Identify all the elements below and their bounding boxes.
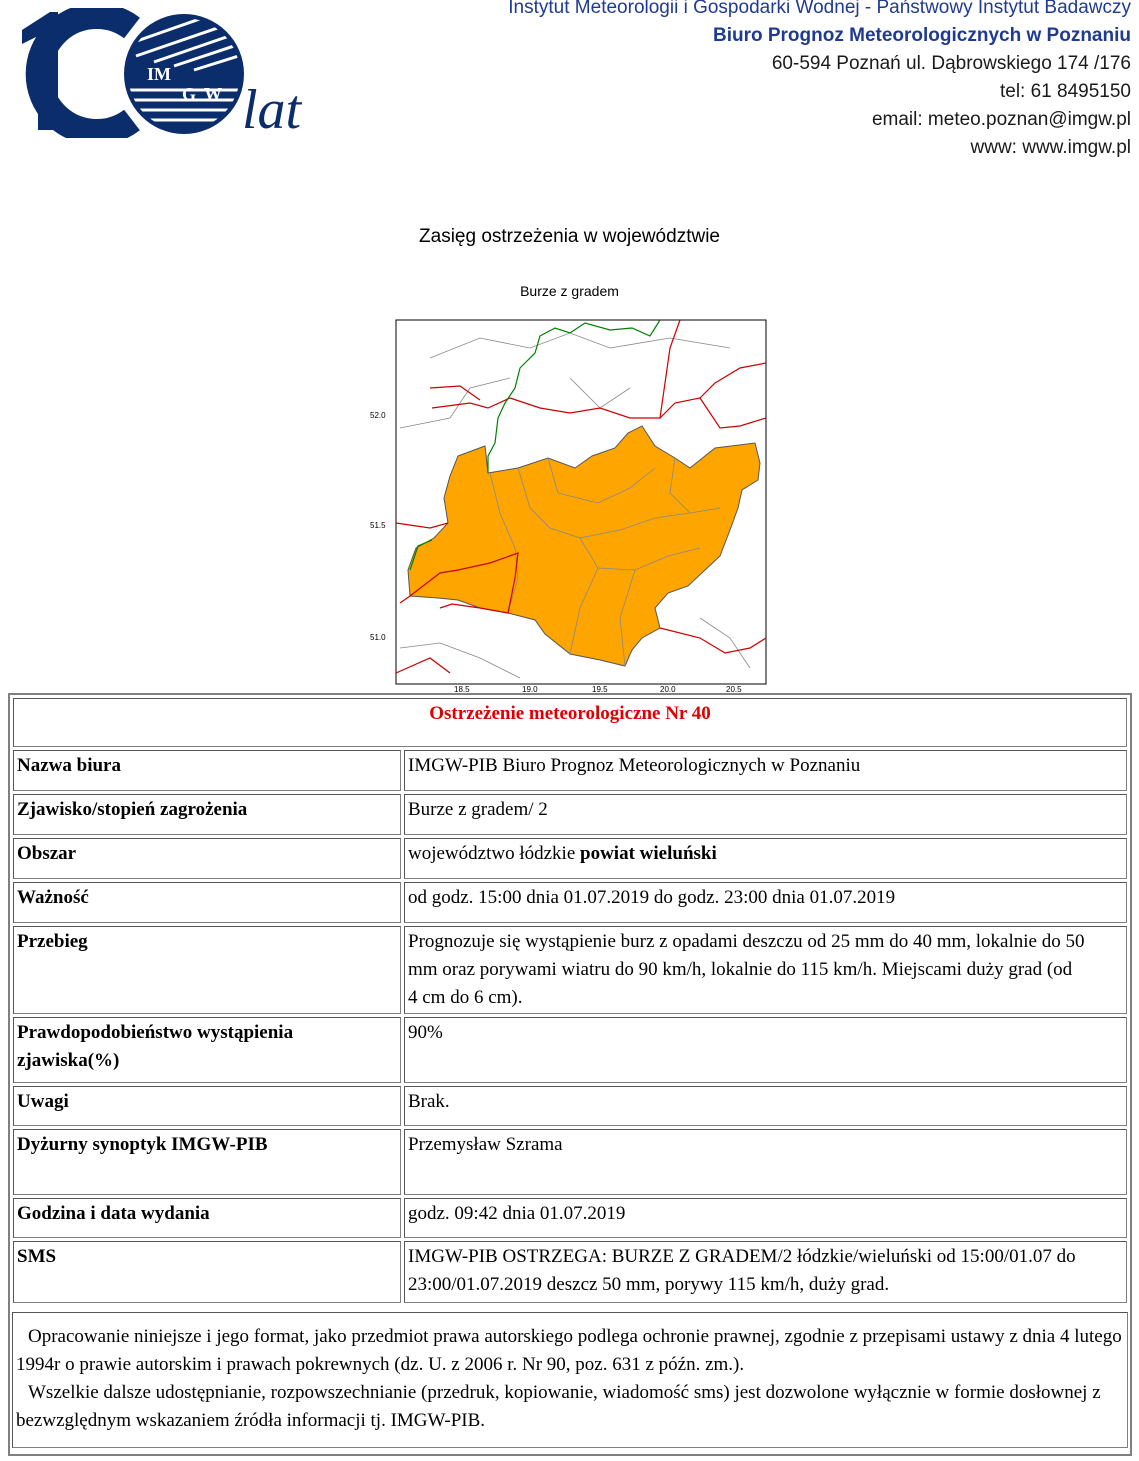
row-label: Zjawisko/stopień zagrożenia <box>13 794 401 835</box>
row-value: Burze z gradem/ 2 <box>404 794 1127 835</box>
copyright-paragraph: Wszelkie dalsze udostępnianie, rozpowszechnianie (przedruk, kopiowanie, wiadomość sms) jest dozwolone wyłącznie w formie dosłownej z bezwzględnym wskazaniem źródła informacji tj. IMGW-PIB. <box>16 1382 1101 1431</box>
table-row <box>13 794 1127 835</box>
warning-title: Ostrzeżenie meteorologiczne Nr 40 <box>13 698 1127 747</box>
page-heading: Zasięg ostrzeżenia w województwie <box>419 226 720 247</box>
row-value <box>404 838 1127 879</box>
svg-text:W: W <box>204 84 222 104</box>
table-row <box>13 1129 1127 1195</box>
row-label: Ważność <box>13 882 401 923</box>
row-label: Nazwa biura <box>13 750 401 791</box>
table-row <box>13 1086 1127 1126</box>
institute-name: Instytut Meteorologii i Gospodarki Wodnej - Państwowy Instytut Badawczy <box>508 0 1131 18</box>
warning-panel <box>8 693 1132 1456</box>
row-value: Prognozuje się wystąpienie burz z opadami deszczu od 25 mm do 40 mm, lokalnie do 50 mm oraz porywami wiatru do 90 km/h, lokalnie do 115 km/h. Miejscami duży grad (od 4 cm do 6 cm). <box>404 926 1127 1014</box>
x-tick-label: 18.5 <box>454 685 470 694</box>
email[interactable]: email: meteo.poznan@imgw.pl <box>871 109 1131 130</box>
row-label: Dyżurny synoptyk IMGW-PIB <box>13 1129 401 1195</box>
phone: tel: 61 8495150 <box>999 81 1131 102</box>
table-row <box>13 750 1127 791</box>
row-label: Uwagi <box>13 1086 401 1126</box>
table-row <box>13 698 1127 747</box>
row-label: SMS <box>13 1241 401 1303</box>
table-row <box>13 1198 1127 1238</box>
row-value: IMGW-PIB Biuro Prognoz Meteorologicznych w Poznaniu <box>404 750 1127 791</box>
copyright-notice <box>12 1312 1128 1448</box>
area-voivodeship: województwo łódzkie <box>408 843 581 864</box>
x-tick-label: 19.0 <box>522 685 538 694</box>
imgw-100-lat-logo <box>14 8 324 138</box>
row-label: Obszar <box>13 838 401 879</box>
row-value: IMGW-PIB OSTRZEGA: BURZE Z GRADEM/2 łódzkie/wieluński od 15:00/01.07 do 23:00/01.07.2019 deszcz 50 mm, porywy 115 km/h, duży grad. <box>404 1241 1127 1303</box>
x-tick-label: 19.5 <box>592 685 608 694</box>
svg-text:IM: IM <box>147 64 171 84</box>
svg-text:G: G <box>182 84 197 104</box>
row-label: Godzina i data wydania <box>13 1198 401 1238</box>
institute-header <box>508 0 1131 162</box>
area-county: powiat wieluński <box>580 843 717 864</box>
address: 60-594 Poznań ul. Dąbrowskiego 174 /176 <box>771 53 1131 74</box>
row-label: Przebieg <box>13 926 401 1014</box>
row-value: Przemysław Szrama <box>404 1129 1127 1195</box>
website[interactable]: www: www.imgw.pl <box>970 137 1131 158</box>
table-row <box>13 926 1127 1014</box>
svg-text:lat: lat <box>242 79 302 138</box>
table-row <box>13 1241 1127 1303</box>
row-value: 90% <box>404 1017 1127 1083</box>
x-tick-label: 20.5 <box>726 685 742 694</box>
map-title: Burze z gradem <box>520 283 619 299</box>
y-tick-label: 52.0 <box>370 411 386 420</box>
copyright-paragraph: Opracowanie niniejsze i jego format, jako przedmiot prawa autorskiego podlega ochronie prawnej, zgodnie z przepisami ustawy z dnia 4 lutego 1994r o prawie autorskim i prawach pokrewnych (dz. U. z 2006 r. Nr 90, poz. 631 z późn. zm.). <box>16 1326 1122 1375</box>
table-row <box>13 882 1127 923</box>
y-tick-label: 51.0 <box>370 633 386 642</box>
y-tick-label: 51.5 <box>370 521 386 530</box>
table-row <box>13 838 1127 879</box>
warning-table <box>10 695 1130 1306</box>
bureau-name: Biuro Prognoz Meteorologicznych w Poznaniu <box>712 25 1131 46</box>
row-label: Prawdopodobieństwo wystąpienia zjawiska(%) <box>13 1017 401 1083</box>
warning-map <box>370 308 770 694</box>
row-value: godz. 09:42 dnia 01.07.2019 <box>404 1198 1127 1238</box>
x-tick-label: 20.0 <box>660 685 676 694</box>
table-row <box>13 1017 1127 1083</box>
row-value: od godz. 15:00 dnia 01.07.2019 do godz. 23:00 dnia 01.07.2019 <box>404 882 1127 923</box>
row-value: Brak. <box>404 1086 1127 1126</box>
